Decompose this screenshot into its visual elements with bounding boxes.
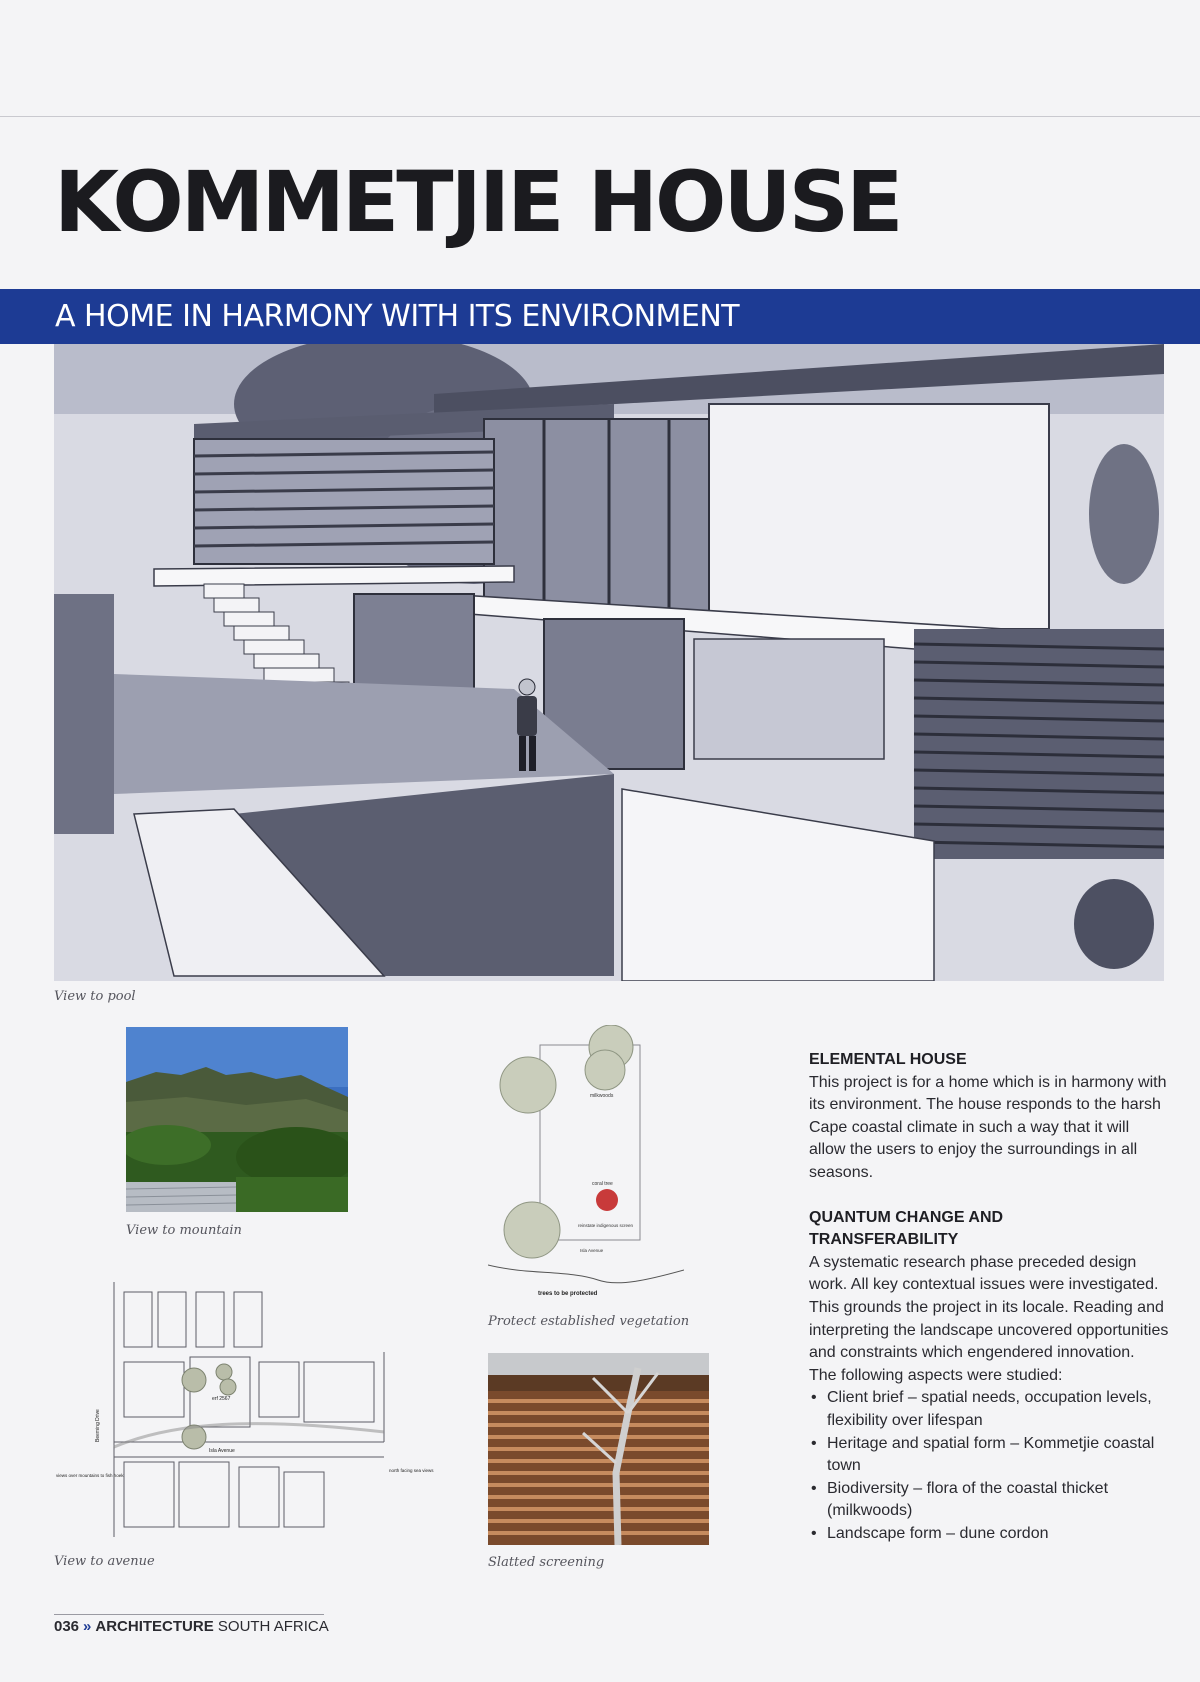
aspects-list: [809, 1387, 1169, 1545]
header-rule: [0, 116, 1200, 117]
magazine-name: ARCHITECTURE: [95, 1618, 214, 1635]
page-footer: [54, 1618, 329, 1635]
list-item: • Landscape form – dune cordon: [827, 1523, 1169, 1546]
heading-quantum-change: [809, 1207, 1169, 1252]
paragraph-aspects-lead: The following aspects were studied:: [809, 1366, 1063, 1384]
magazine-name-suffix: SOUTH AFRICA: [217, 1618, 329, 1635]
subtitle-banner: [0, 289, 1200, 344]
list-item: • Heritage and spatial form – Kommetjie coastal town: [827, 1433, 1169, 1478]
list-item: • Client brief – spatial needs, occupation levels, flexibility over lifespan: [827, 1387, 1169, 1432]
footer-rule: [54, 1614, 324, 1615]
caption-view-to-pool: View to pool: [54, 989, 136, 1004]
heading-quantum-line2: TRANSFERABILITY: [809, 1231, 959, 1249]
article-title: KOMMETJIE HOUSE: [54, 153, 901, 251]
label-avenue-road: Isla Avenue: [209, 1448, 235, 1454]
heading-quantum-line1: QUANTUM CHANGE AND: [809, 1208, 1004, 1226]
label-milkwoods: milkwoods: [590, 1093, 614, 1099]
label-erf: erf 2567: [212, 1396, 231, 1402]
photo-slatted-screening: [488, 1353, 709, 1545]
hero-rendering-pool: [54, 344, 1164, 981]
paragraph-elemental-house: This project is for a home which is in harmony with its environment. The house responds to the harsh Cape coastal climate in such a way that it will allow the users to enjoy the surroundings in all seasons.: [809, 1073, 1167, 1181]
label-views-over: views over mountains to fish hoek: [56, 1473, 124, 1478]
list-item: • Biodiversity – flora of the coastal thicket (milkwoods): [827, 1478, 1169, 1523]
page-number: 036: [54, 1618, 80, 1635]
label-beeming-drive: Beeming Drive: [95, 1409, 101, 1442]
label-trees-protected: trees to be protected: [538, 1291, 598, 1297]
caption-view-to-mountain: View to mountain: [126, 1223, 242, 1238]
caption-view-to-avenue: View to avenue: [54, 1554, 155, 1569]
chevron-icon: »: [83, 1618, 92, 1635]
label-coral-tree: coral tree: [592, 1181, 613, 1187]
paragraph-research-phase: A systematic research phase preceded design work. All key contextual issues were investigated. This grounds the project in its locale. Reading and interpreting the landscape uncovered opportunities and constraints which engendered innovation.: [809, 1253, 1169, 1362]
article-body: [809, 1049, 1169, 1545]
plan-protect-vegetation: [488, 1025, 684, 1305]
caption-slatted-screening: Slatted screening: [488, 1555, 605, 1570]
label-north-facing: north facing sea views: [389, 1468, 434, 1473]
label-screen: reinstate indigenous screen: [578, 1223, 634, 1228]
label-isla-avenue: Isla Avenue: [580, 1248, 604, 1253]
article-subtitle: A HOME IN HARMONY WITH ITS ENVIRONMENT: [55, 299, 740, 334]
plan-view-to-avenue: [54, 1272, 454, 1537]
photo-view-to-mountain: [126, 1027, 348, 1212]
caption-protect-vegetation: Protect established vegetation: [488, 1314, 690, 1329]
heading-elemental-house: ELEMENTAL HOUSE: [809, 1051, 967, 1068]
